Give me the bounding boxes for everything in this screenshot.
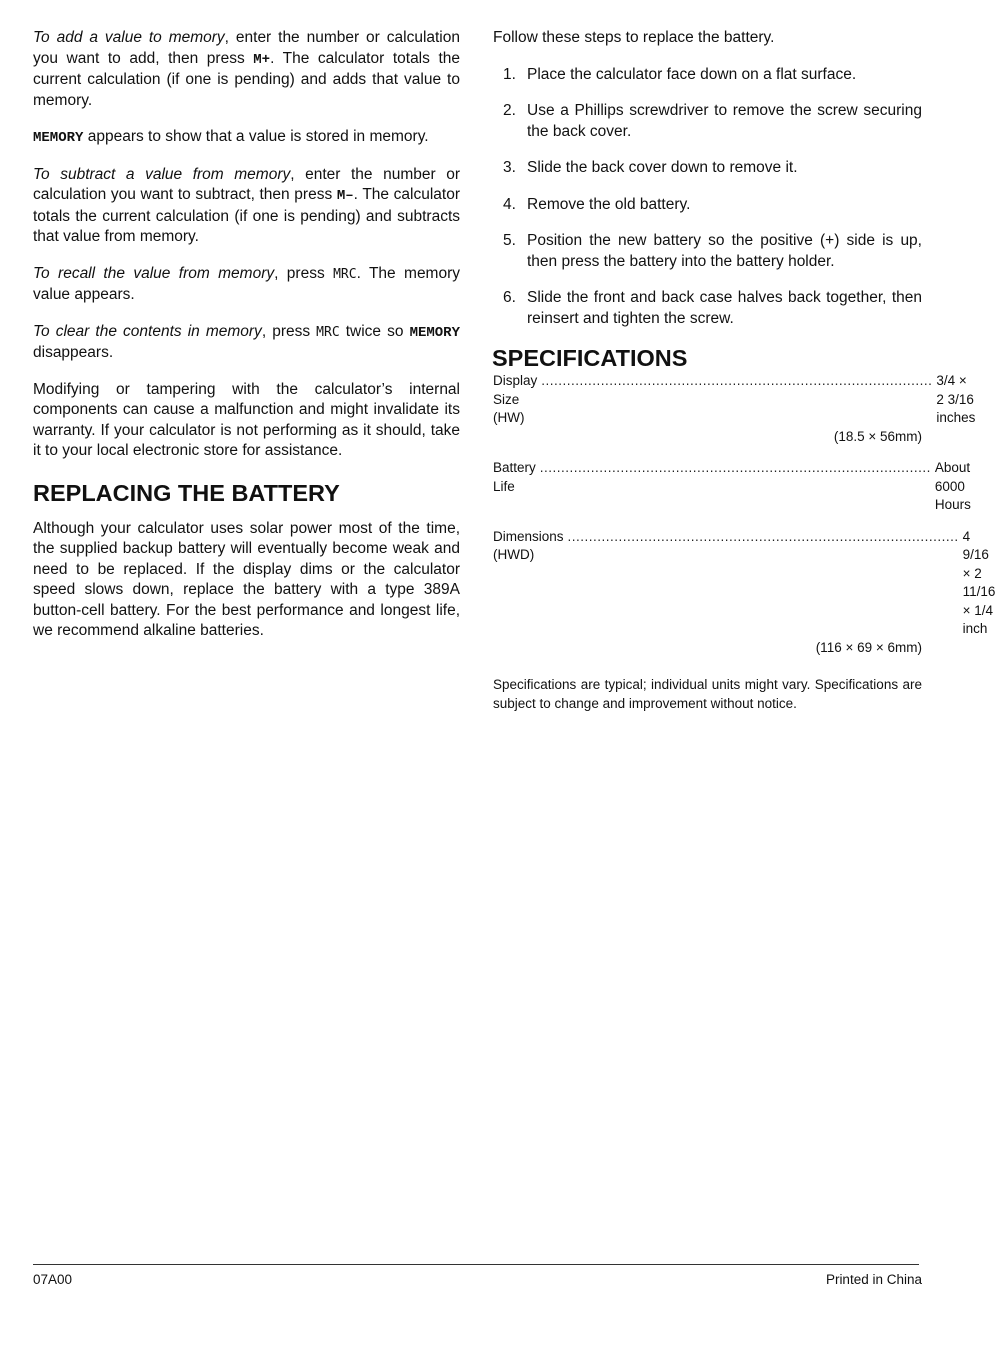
mrc-key-icon: MRC (316, 324, 340, 340)
memory-recall-text1: , press (274, 264, 334, 282)
memory-indicator-paragraph (33, 127, 460, 149)
battery-intro-paragraph: Although your calculator uses solar power most of the time, the supplied backup battery will eventually become weak and need to be replaced. If the display dims or the calculator speed slows down, replace the battery with a type 389A button-cell battery. For the best performance and longest life, we recommend alkaline batteries. (33, 519, 460, 639)
memory-recall-lead: To recall the value from memory (33, 264, 275, 282)
footer-catalog-code: 07A00 (33, 1272, 73, 1287)
memory-add-lead: To add a value to memory (33, 29, 225, 46)
list-item (493, 231, 922, 272)
left-column (33, 28, 460, 658)
spec-value: 4 9/16 × 2 11/16 × 1/4 inch (962, 528, 995, 636)
specifications-title: SPECIFICATIONS (492, 345, 688, 371)
battery-section-title: REPLACING THE BATTERY (33, 479, 340, 506)
memory-subtract-text1: , enter the number or calculation you want to subtract, then press (33, 165, 461, 203)
m-minus-key: M– (336, 188, 354, 204)
spec-label: Dimensions (HWD) (493, 528, 564, 562)
memory-add-paragraph (33, 28, 460, 111)
list-item (493, 158, 922, 179)
spec-display-size (493, 372, 976, 446)
step-number: 3. (503, 159, 516, 176)
memory-recall-text2: . The memory value appears. (33, 264, 461, 303)
list-item (493, 195, 922, 216)
specifications-note: Specifications are typical; individual units might vary. Specifications are subject to change and improvement without notice. (493, 677, 922, 711)
leader-dots: ............................................................................................ (567, 528, 959, 544)
step-text: Place the calculator face down on a flat surface. (527, 65, 857, 83)
mrc-key-icon: MRC (333, 266, 357, 282)
step-text: Slide the front and back case halves back together, then reinsert and tighten the screw. (527, 289, 922, 327)
spec-dimensions (493, 528, 995, 658)
step-text: Position the new battery so the positive (+) side is up, then press the battery into the battery holder. (527, 232, 922, 270)
battery-steps-list (493, 65, 922, 330)
right-column (492, 28, 995, 713)
footer-printed-in: Printed in China (825, 1272, 922, 1287)
memory-subtract-text2: . The calculator totals the current calculation (if one is pending) and subtracts that value from memory. (33, 186, 460, 245)
memory-subtract-lead: To subtract a value from memory (33, 165, 291, 183)
step-number: 2. (503, 102, 516, 119)
step-text: Use a Phillips screwdriver to remove the screw securing the back cover. (527, 102, 922, 140)
step-number: 5. (503, 232, 516, 249)
steps-intro: Follow these steps to replace the battery. (493, 29, 775, 46)
memory-clear-paragraph (33, 322, 460, 364)
memory-add-text2: . The calculator totals the current calculation (if one is pending) and adds that value to memory. (33, 49, 460, 109)
spec-label: Display Size (HW) (493, 373, 538, 425)
spec-value: About 6000 Hours (934, 460, 971, 512)
warranty-warning-paragraph: Modifying or tampering with the calculator’s internal components can cause a malfunction and might invalidate its warranty. If your calculator is not performing as it should, take it to your local electronic store for assistance. (33, 380, 460, 459)
footer-divider (33, 1264, 919, 1265)
list-item (493, 101, 922, 142)
leader-dots: ............................................................................................ (539, 460, 931, 475)
memory-clear-text2: twice so (339, 322, 410, 340)
list-item (493, 65, 922, 86)
step-text: Slide the back cover down to remove it. (527, 159, 798, 176)
memory-indicator-text: appears to show that a value is stored in memory. (83, 128, 429, 145)
memory-clear-text1: , press (261, 322, 317, 340)
memory-indicator-key: MEMORY (409, 324, 460, 341)
memory-recall-paragraph (33, 264, 460, 306)
leader-dots: ............................................................................................ (541, 373, 933, 388)
list-item (493, 288, 922, 329)
spec-value-metric: (116 × 69 × 6mm) (815, 639, 922, 655)
step-number: 1. (503, 65, 516, 83)
step-number: 4. (503, 195, 516, 213)
spec-value-metric: (18.5 × 56mm) (833, 428, 922, 444)
step-number: 6. (503, 289, 516, 306)
memory-subtract-paragraph (33, 165, 460, 248)
memory-clear-lead: To clear the contents in memory (33, 322, 262, 340)
m-plus-key: M+ (253, 51, 271, 68)
memory-indicator-key: MEMORY (33, 130, 84, 146)
memory-clear-text3: disappears. (33, 344, 114, 361)
spec-value: 3/4 × 2 3/16 inches (936, 373, 976, 425)
spec-battery-life (493, 459, 971, 515)
step-text: Remove the old battery. (527, 195, 691, 213)
spec-label: Battery Life (493, 460, 536, 494)
memory-add-text1: , enter the number or calculation you want to add, then press (33, 29, 460, 67)
